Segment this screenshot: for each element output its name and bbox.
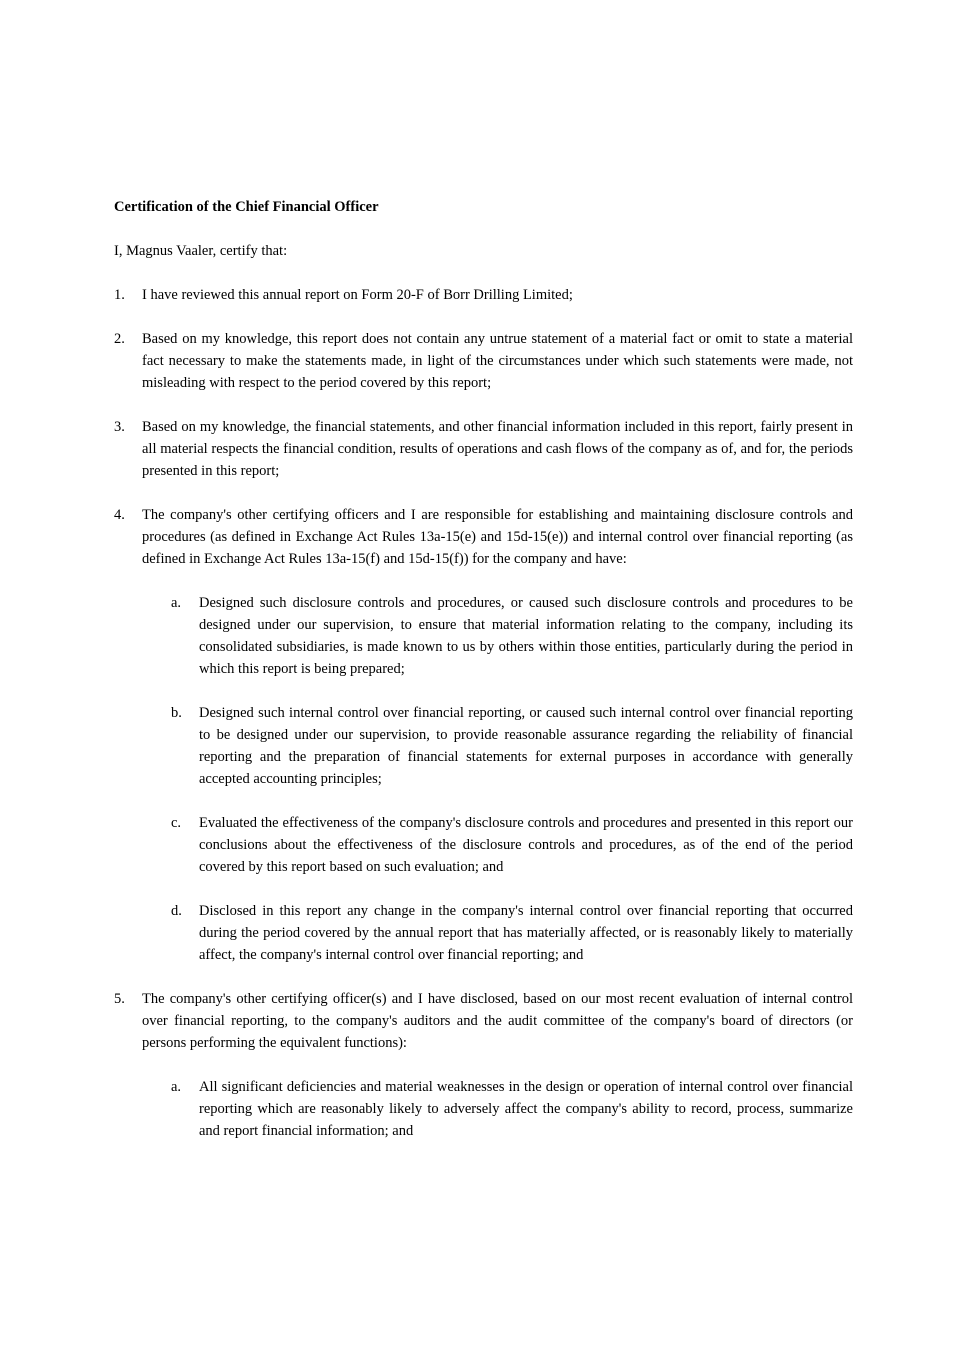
item-text: The company's other certifying officers and I are responsible for establishing and maintaining disclosure controls and procedures (as defined in Exchange Act Rules 13a-15(e) and 15d-15(e)) and internal control over financial reporting (as defined in Exchange Act Rules 13a-15(f) and 15d-15(f)) for the company and have: [142,507,853,567]
certification-subitem-4b [171,702,853,790]
certification-item-3 [114,416,853,482]
subitem-text: Designed such disclosure controls and procedures, or caused such disclosure controls and procedures to be designed under our supervision, to ensure that material information relating to the company, including its consolidated subsidiaries, is made known to us by others within those entities, particularly during the period in which this report is being prepared; [199,595,853,677]
subitem-text: Evaluated the effectiveness of the company's disclosure controls and procedures and presented in this report our conclusions about the effectiveness of the disclosure controls and procedures, as of the end of the period covered by this report based on such evaluation; and [199,815,853,875]
subitem-letter: c. [171,815,182,831]
certification-item-4 [114,504,853,570]
item-text: The company's other certifying officer(s) and I have disclosed, based on our most recent evaluation of internal control over financial reporting, to the company's auditors and the audit committee of the company's board of directors (or persons performing the equivalent functions): [142,991,853,1051]
item-number: 1. [114,287,125,303]
subitem-letter: a. [171,595,182,611]
certification-subitem-4a [171,592,853,680]
item-number: 5. [114,991,125,1007]
intro-statement: I, Magnus Vaaler, certify that: [114,243,288,259]
subitem-text: Disclosed in this report any change in the company's internal control over financial reporting that occurred during the period covered by the annual report that has materially affected, or is reasonably likely to materially affect, the company's internal control over financial reporting; and [199,903,853,963]
certification-item-1 [114,284,853,306]
item-text: Based on my knowledge, the financial statements, and other financial information included in this report, fairly present in all material respects the financial condition, results of operations and cash flows of the company as of, and for, the periods presented in this report; [142,419,853,479]
certification-item-2 [114,328,853,394]
item-number: 3. [114,419,125,435]
subitem-letter: a. [171,1079,182,1095]
item-text: Based on my knowledge, this report does not contain any untrue statement of a material fact or omit to state a material fact necessary to make the statements made, in light of the circumstances under which such statements were made, not misleading with respect to the period covered by this report; [142,331,853,391]
item-number: 2. [114,331,125,347]
certification-subitem-5a [171,1076,853,1142]
certification-subitem-4c [171,812,853,878]
subitem-letter: d. [171,903,182,919]
item-number: 4. [114,507,125,523]
subitem-text: All significant deficiencies and material weaknesses in the design or operation of internal control over financial reporting which are reasonably likely to adversely affect the company's ability to record, process, summarize and report financial information; and [199,1079,853,1139]
certification-item-5 [114,988,853,1054]
certification-subitem-4d [171,900,853,966]
document-title: Certification of the Chief Financial Officer [114,199,379,215]
item-text: I have reviewed this annual report on Form 20-F of Borr Drilling Limited; [142,287,573,303]
subitem-text: Designed such internal control over financial reporting, or caused such internal control over financial reporting to be designed under our supervision, to provide reasonable assurance regarding the reliability of financial reporting and the preparation of financial statements for external purposes in accordance with generally accepted accounting principles; [199,705,853,787]
document-page [114,196,853,1164]
subitem-letter: b. [171,705,182,721]
